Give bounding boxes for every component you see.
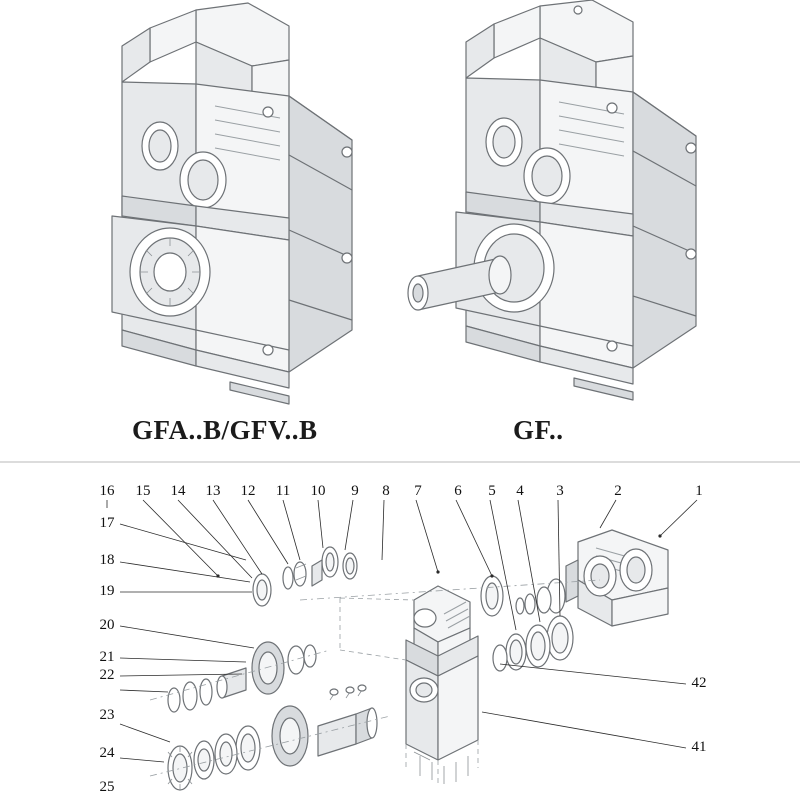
callout-19: 19 <box>99 583 115 599</box>
callout-20: 20 <box>99 617 115 633</box>
callout-25: 25 <box>99 779 115 795</box>
callout-11: 11 <box>275 483 291 499</box>
callout-7: 7 <box>414 483 422 499</box>
gearbox-view-right <box>408 0 696 400</box>
callout-15: 15 <box>135 483 151 499</box>
callout-13: 13 <box>205 483 221 499</box>
callout-9: 9 <box>351 483 359 499</box>
callout-24: 24 <box>99 745 115 761</box>
callout-leader-lines-right <box>482 664 686 748</box>
caption-gfa-gfv: GFA..B/GFV..B <box>132 415 318 445</box>
callout-8: 8 <box>382 483 390 499</box>
callout-14: 14 <box>170 483 186 499</box>
callout-5: 5 <box>488 483 496 499</box>
callout-2: 2 <box>614 483 622 499</box>
callout-10: 10 <box>310 483 326 499</box>
callout-6: 6 <box>454 483 462 499</box>
callout-1: 1 <box>695 483 703 499</box>
callout-4: 4 <box>516 483 524 499</box>
input-shaft-parts <box>253 547 357 606</box>
callout-22: 22 <box>99 667 115 683</box>
exploded-assembly <box>107 500 697 790</box>
callout-12: 12 <box>240 483 256 499</box>
callout-21: 21 <box>99 649 115 665</box>
callout-23: 23 <box>99 707 115 723</box>
gearbox-view-left <box>112 3 352 404</box>
intermediate-gear-shaft <box>150 642 330 712</box>
callout-17: 17 <box>99 515 115 531</box>
callout-41: 41 <box>691 739 707 755</box>
callout-leader-lines-left <box>120 524 254 762</box>
callout-16: 16 <box>99 483 115 499</box>
callout-18: 18 <box>99 552 115 568</box>
callout-3: 3 <box>556 483 564 499</box>
caption-gf: GF.. <box>513 415 564 445</box>
motor-adapter-assembly <box>566 530 668 626</box>
callout-42: 42 <box>691 675 707 691</box>
